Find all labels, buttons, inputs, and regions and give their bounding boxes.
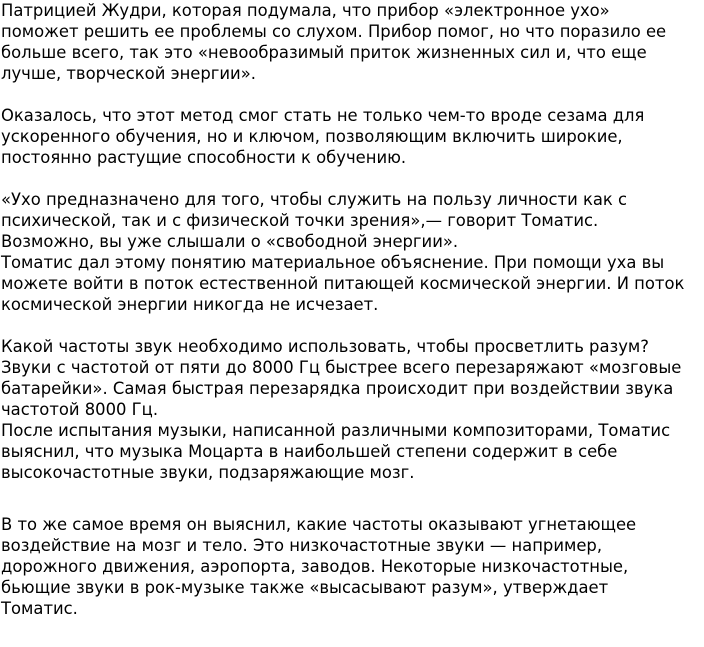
text-line: «Ухо предназначено для того, чтобы служить на пользу личности как с bbox=[1, 190, 628, 209]
text-line: психической, так и с физической точки зрения»,— говорит Томатис. bbox=[1, 211, 599, 230]
text-line: Оказалось, что этот метод смог стать не только чем-то вроде сезама для bbox=[1, 106, 645, 125]
text-line: можете войти в поток естественной питающей космической энергии. И поток bbox=[1, 274, 685, 293]
text-line: Возможно, вы уже слышали о «свободной энергии». bbox=[1, 232, 459, 251]
text-line: После испытания музыки, написанной различными композиторами, Томатис bbox=[1, 421, 671, 440]
text-line: поможет решить ее проблемы со слухом. Прибор помог, но что поразило ее bbox=[1, 22, 667, 41]
text-line: воздействие на мозг и тело. Это низкочастотные звуки — например, bbox=[1, 536, 603, 555]
text-line: батарейки». Самая быстрая перезарядка происходит при воздействии звука bbox=[1, 379, 674, 398]
text-line: постоянно растущие способности к обучению. bbox=[1, 148, 407, 167]
text-line: Какой частоты звук необходимо использовать, чтобы просветлить разум? bbox=[1, 337, 649, 356]
text-line: Звуки с частотой от пяти до 8000 Гц быстрее всего перезаряжают «мозговые bbox=[1, 358, 682, 377]
text-line: больше всего, так это «невообразимый приток жизненных сил и, что еще bbox=[1, 43, 647, 62]
text-line: лучше, творческой энергии». bbox=[1, 64, 256, 83]
text-line: В то же самое время он выяснил, какие частоты оказывают угнетающее bbox=[1, 515, 637, 534]
text-line: частотой 8000 Гц. bbox=[1, 400, 159, 419]
text-line: космической энергии никогда не исчезает. bbox=[1, 295, 379, 314]
text-line: бьющие звуки в рок-музыке также «высасывают разум», утверждает bbox=[1, 578, 609, 597]
text-line: Томатис. bbox=[1, 599, 78, 618]
text-line: Томатис дал этому понятию материальное объяснение. При помощи уха вы bbox=[1, 253, 665, 272]
text-line: ускоренного обучения, но и ключом, позволяющим включить широкие, bbox=[1, 127, 623, 146]
text-line: высокочастотные звуки, подзаряжающие мозг. bbox=[1, 463, 415, 482]
text-line: дорожного движения, аэропорта, заводов. Некоторые низкочастотные, bbox=[1, 557, 629, 576]
text-line: выяснил, что музыка Моцарта в наибольшей степени содержит в себе bbox=[1, 442, 618, 461]
text-line: Патрицией Жудри, которая подумала, что прибор «электронное ухо» bbox=[1, 1, 610, 20]
